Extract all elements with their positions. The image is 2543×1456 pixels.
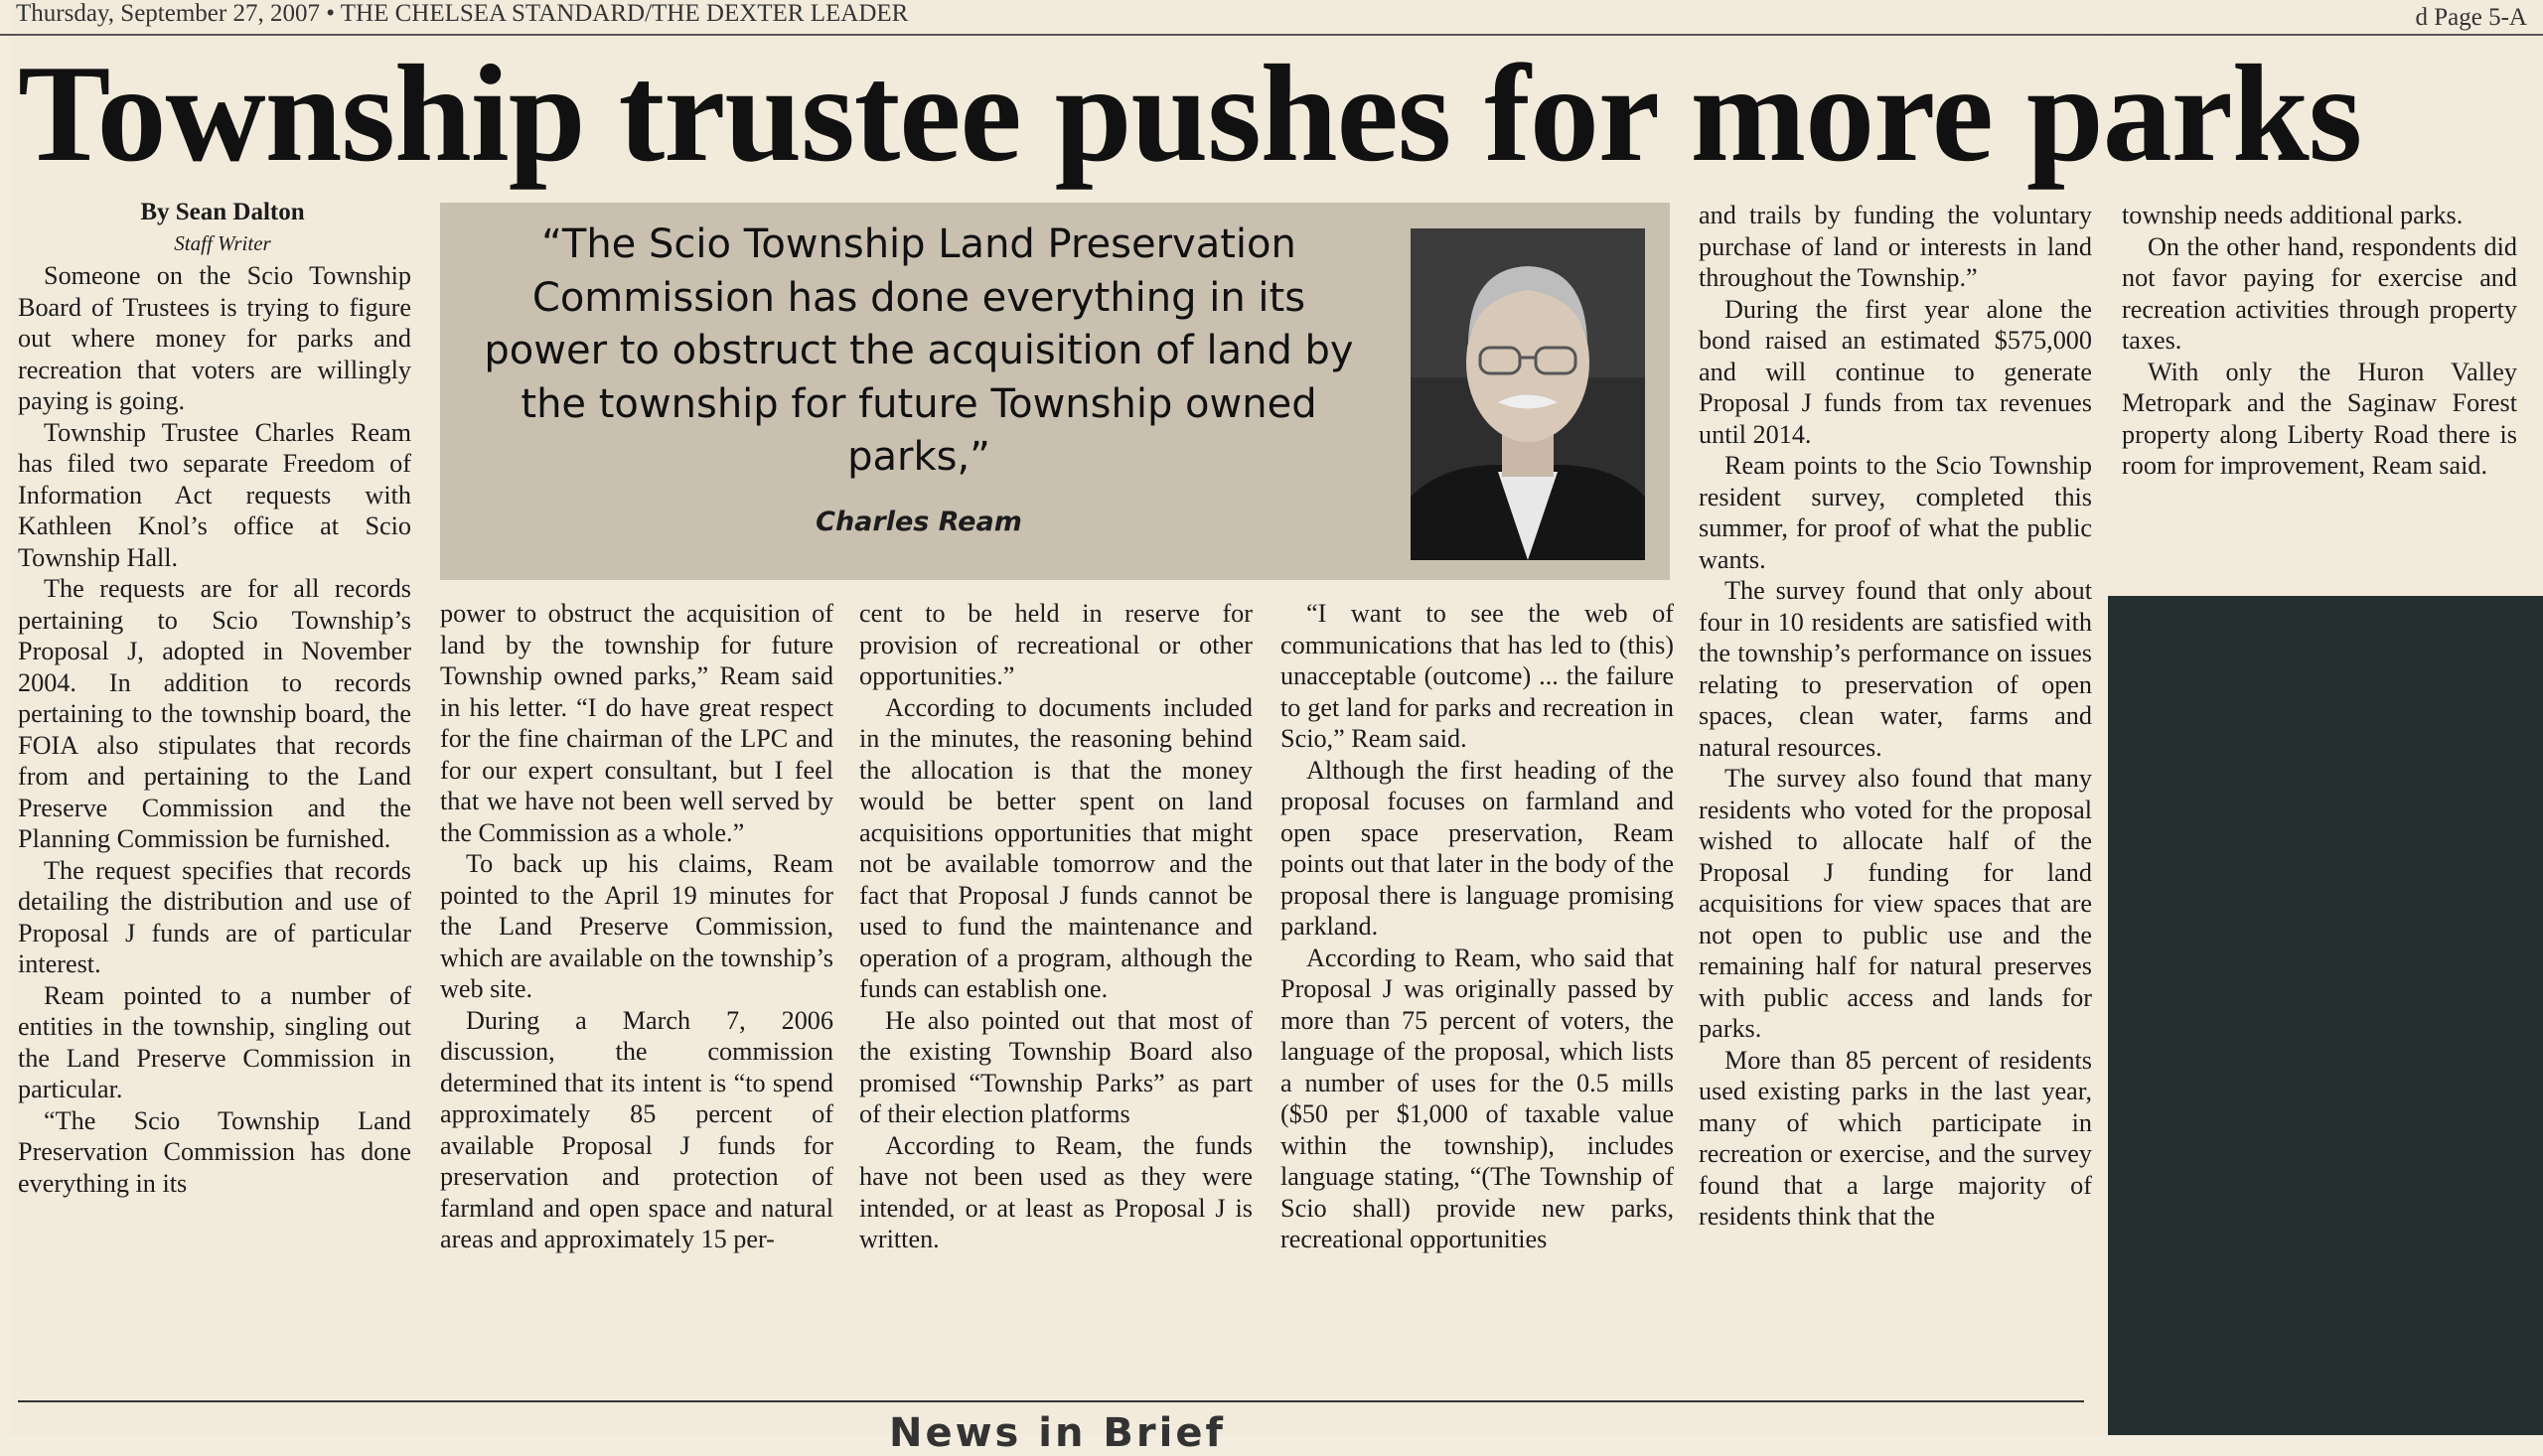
pullquote-attribution: Charles Ream [816,507,1022,537]
column-3 [859,598,1253,1255]
paragraph: Township Trustee Charles Ream has filed two separate Freedom of Information Act requests with Kathleen Knol’s office at Scio Township Hall. [18,417,411,572]
paragraph: cent to be held in reserve for provision of recreational or other opportunities.” [859,599,1253,690]
byline-author: By Sean Dalton [140,199,305,225]
paragraph: “The Scio Township Land Preservation Commission has done everything in its [18,1105,411,1198]
top-rule [0,34,2543,36]
column-1 [18,260,411,1199]
paragraph: With only the Huron Valley Metropark and the Saginaw Forest property along Liberty Road there is room for improvement, Ream said. [2122,357,2517,480]
column-2 [440,598,833,1255]
paragraph: According to documents included in the minutes, the reasoning behind the allocation is that the money would be better spent on land acquisitions opportunities that might not be available tomorrow and the fact that Proposal J funds cannot be used to fund the maintenance and operation of a program, although the funds can establish one. [859,692,1253,1003]
paragraph: township needs additional parks. [2122,201,2464,229]
page-number: d Page 5-A [2415,4,2527,31]
paragraph: Ream points to the Scio Township resident survey, completed this summer, for proof of what the public wants. [1699,451,2092,574]
paragraph: Someone on the Scio Township Board of Trustees is trying to figure out where money for parks and recreation that voters are willingly paying is going. [18,261,411,415]
bottom-rule [18,1400,2084,1402]
paragraph: He also pointed out that most of the existing Township Board also promised “Township Parks” as part of their election platforms [859,1005,1253,1128]
pullquote-text: “The Scio Township Land Preservation Commission has done everything in its power to obstruct the acquisition of land by the township for future Township owned parks,” [484,221,1354,480]
paragraph: During the first year alone the bond raised an estimated $575,000 and will continue to generate Proposal J funds from tax revenues until 2014. [1699,294,2092,449]
dateline: Thursday, September 27, 2007 • THE CHELSEA STANDARD/THE DEXTER LEADER [16,0,909,27]
paragraph: Although the first heading of the proposal focuses on farmland and open space preservation, Ream points out that later in the body of the proposal there is language promising parkland. [1280,755,1674,941]
paragraph: The survey also found that many residents who voted for the proposal wished to allocate half of the Proposal J funding for land acquisitions for view spaces that are not open to public use and the remaining half for natural preserves with public access and lands for parks. [1699,764,2092,1043]
paragraph: “I want to see the web of communications that has led to (this) unacceptable (outcome) ... the failure to get land for parks and recreation in Scio,” Ream said. [1280,599,1674,753]
portrait-image [1411,228,1645,560]
paragraph: Ream pointed to a number of entities in the township, singling out the Land Preserve Commission in particular. [18,980,411,1103]
byline-role: Staff Writer [174,231,271,255]
paragraph: and trails by funding the voluntary purchase of land or interests in land throughout the Township.” [1699,201,2092,292]
paragraph: During a March 7, 2006 discussion, the commission determined that its intent is “to spend approximately 85 percent of available Proposal J funds for preservation and protection of farmland and open space and natural areas and approximately 15 per- [440,1005,833,1253]
column-4 [1280,598,1674,1255]
paragraph: On the other hand, respondents did not favor paying for exercise and recreation activities through property taxes. [2122,231,2517,355]
paragraph: The survey found that only about four in 10 residents are satisfied with the township’s performance on issues relating to preservation of open spaces, clean water, farms and natural resources. [1699,576,2092,762]
headline: Township trustee pushes for more parks [18,37,2362,191]
news-in-brief-teaser: News in Brief [889,1410,1226,1456]
paragraph: The requests are for all records pertaining to Scio Township’s Proposal J, adopted in November 2004. In addition to records pertaining to the township board, the FOIA also stipulates that records from and pertaining to the Land Preserve Commission and the Planning Commission be furnished. [18,574,411,853]
paragraph: power to obstruct the acquisition of land by the township for future Township owned parks,” Ream said in his letter. “I do have great respect for the fine chairman of the LPC and for our expert consultant, but I feel that we have not been well served by the Commission as a whole.” [440,599,833,847]
column-5 [1699,200,2092,1233]
paragraph: According to Ream, the funds have not been used as they were intended, or at least as Proposal J is written. [859,1130,1253,1253]
portrait-photo [1411,228,1645,560]
background-panel [2108,596,2543,1435]
paragraph: The request specifies that records detailing the distribution and use of Proposal J funds are of particular interest. [18,855,411,978]
paragraph: According to Ream, who said that Proposal J was originally passed by more than 75 percent of voters, the language of the proposal, which lists a number of uses for the 0.5 mills ($50 per $1,000 of taxable value within the township), includes language stating, “(The Township of Scio shall) provide new parks, recreational opportunities [1280,943,1674,1253]
paragraph: To back up his claims, Ream pointed to the April 19 minutes for the Land Preserve Commission, which are available on the township’s web site. [440,849,833,1003]
paragraph: More than 85 percent of residents used existing parks in the last year, many of which participate in recreation or exercise, and the survey found that a large majority of residents think that the [1699,1045,2092,1231]
column-6 [2122,200,2517,482]
